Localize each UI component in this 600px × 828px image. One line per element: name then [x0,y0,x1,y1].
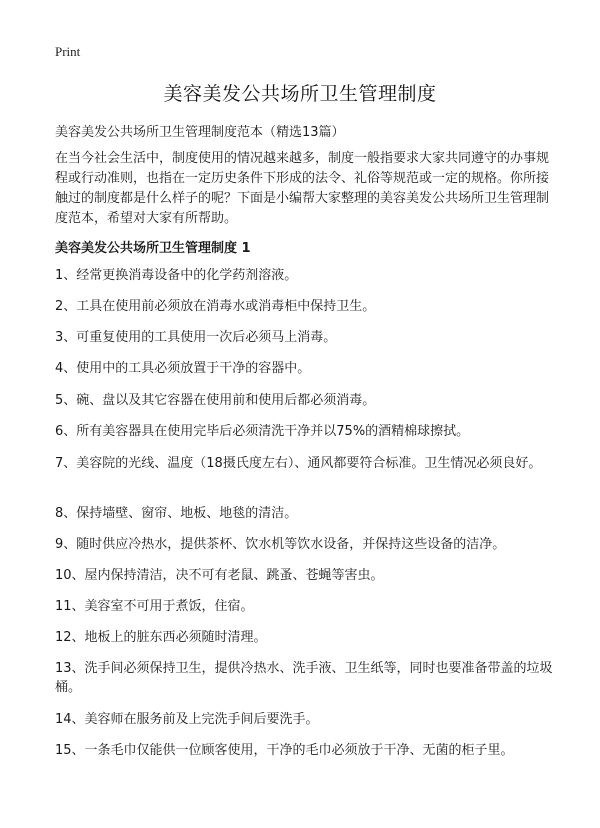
list-item: 5、碗、盘以及其它容器在使用前和使用后都必须消毒。 [55,393,376,408]
list-item: 15、一条毛巾仅能供一位顾客使用，干净的毛巾必须放于干净、无菌的柜子里。 [55,743,514,758]
list-item: 10、屋内保持清洁，决不可有老鼠、跳蚤、苍蝇等害虫。 [55,568,384,583]
list-item: 13、洗手间必须保持卫生，提供冷热水、洗手液、卫生纸等，同时也要准备带盖的垃圾桶。 [55,661,553,695]
list-item: 4、使用中的工具必须放置于干净的容器中。 [55,361,311,376]
list-item: 9、随时供应冷热水，提供茶杯、饮水机等饮水设备，并保持这些设备的洁净。 [55,537,506,552]
list-item: 2、工具在使用前必须放在消毒水或消毒柜中保持卫生。 [55,299,376,314]
list-item: 7、美容院的光线、温度（18摄氏度左右）、通风都要符合标准。卫生情况必须良好。 [55,456,542,471]
section-heading: 美容美发公共场所卫生管理制度 1 [55,241,251,256]
document-title: 美容美发公共场所卫生管理制度 [163,83,437,105]
list-item: 6、所有美容器具在使用完毕后必须清洗干净并以75%的酒精棉球擦拭。 [55,424,470,439]
print-link[interactable]: Print [55,44,81,59]
list-item: 8、保持墙壁、窗帘、地板、地毯的清洁。 [55,506,298,521]
list-item: 3、可重复使用的工具使用一次后必须马上消毒。 [55,330,337,345]
list-item: 1、经常更换消毒设备中的化学药剂溶液。 [55,268,298,283]
document-subtitle: 美容美发公共场所卫生管理制度范本（精选13篇） [55,125,345,140]
list-item: 11、美容室不可用于煮饭，住宿。 [55,599,254,614]
list-item: 12、地板上的脏东西必须随时清理。 [55,630,267,645]
intro-paragraph: 在当今社会生活中，制度使用的情况越来越多，制度一般指要求大家共同遵守的办事规程或行动准则，也指在一定历史条件下形成的法令、礼俗等规范或一定的规格。你所接触过的制度都是什么样子的呢？下面是小编帮大家整理的美容美发公共场所卫生管理制度范本，希望对大家有所帮助。 [55,151,550,226]
list-item: 14、美容师在服务前及上完洗手间后要洗手。 [55,712,319,727]
